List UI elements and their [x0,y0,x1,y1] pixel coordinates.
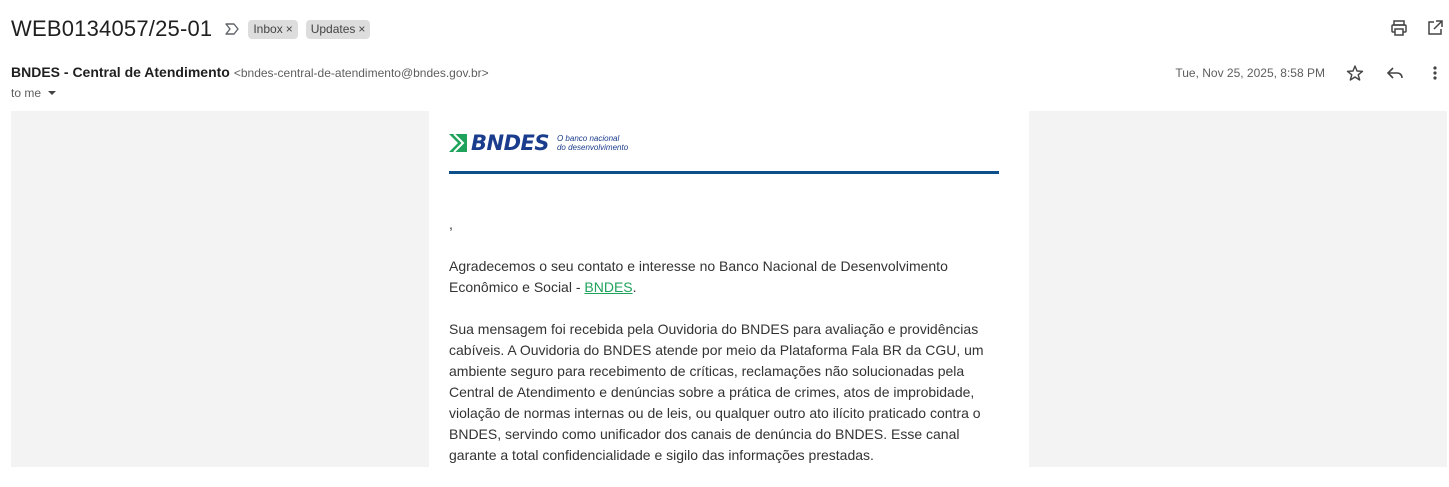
label-text: Updates [310,21,356,36]
bndes-logo-mark-icon [449,134,467,152]
message-meta [1175,60,1449,86]
reply-icon[interactable] [1385,63,1405,83]
thread-actions [1389,18,1445,38]
header-divider [449,171,999,174]
bndes-logo [449,131,628,155]
logo-tagline [557,134,628,152]
print-icon[interactable] [1389,18,1409,38]
paragraph-thanks [449,256,999,298]
more-vertical-icon[interactable] [1425,63,1445,83]
logo-tagline-line2: do desenvolvimento [556,143,629,152]
sender-name[interactable]: BNDES - Central de Atendimento [11,64,230,80]
remove-label-updates-button[interactable]: × [358,21,366,36]
label-chip-updates [306,20,371,39]
greeting: , [449,216,453,232]
importance-marker-icon[interactable] [224,22,240,36]
paragraph-ombudsman: Sua mensagem foi recebida pela Ouvidoria do BNDES para avaliação e providências cabíveis. A Ouvidoria do BNDES atende por meio da Plataforma Fala BR da CGU, um ambiente seguro para recebimento de críticas, reclamações não solucionadas pela Central de Atendimento e denúncias sobre a prática de crimes, atos de improbidade, violação de normas internas ou de leis, ou qualquer outro ato ilícito praticado contra o BNDES, servindo como unificador dos canais de denúncia do BNDES. Esse canal garante a total confidencialidade e sigilo das informações prestadas. [449,321,984,463]
chevron-down-icon[interactable] [48,91,56,95]
paragraph-thanks-text: Agradecemos o seu contato e interesse no Banco Nacional de Desenvolvimento Econômico e Social - [449,258,948,295]
sender-row [11,64,489,80]
recipient-label: to me [11,86,42,100]
subject-row [11,14,370,44]
email-content-card [429,111,1029,467]
email-subject: WEB0134057/25-01 [11,16,213,41]
logo-name: BNDES [471,131,549,155]
message-body [449,214,999,487]
remove-label-inbox-button[interactable]: × [285,21,293,36]
sender-email: <bndes-central-de-atendimento@bndes.gov.br> [233,66,489,80]
label-chip-inbox [248,20,297,39]
open-in-new-window-icon[interactable] [1425,18,1445,38]
bndes-link[interactable]: BNDES [584,279,633,295]
star-icon[interactable] [1345,63,1365,83]
message-date: Tue, Nov 25, 2025, 8:58 PM [1175,66,1325,80]
logo-tagline-line1: O banco nacional [556,134,620,143]
label-text: Inbox [253,21,283,36]
paragraph-thanks-end: . [632,279,637,295]
recipient-details-toggle[interactable] [11,86,56,100]
